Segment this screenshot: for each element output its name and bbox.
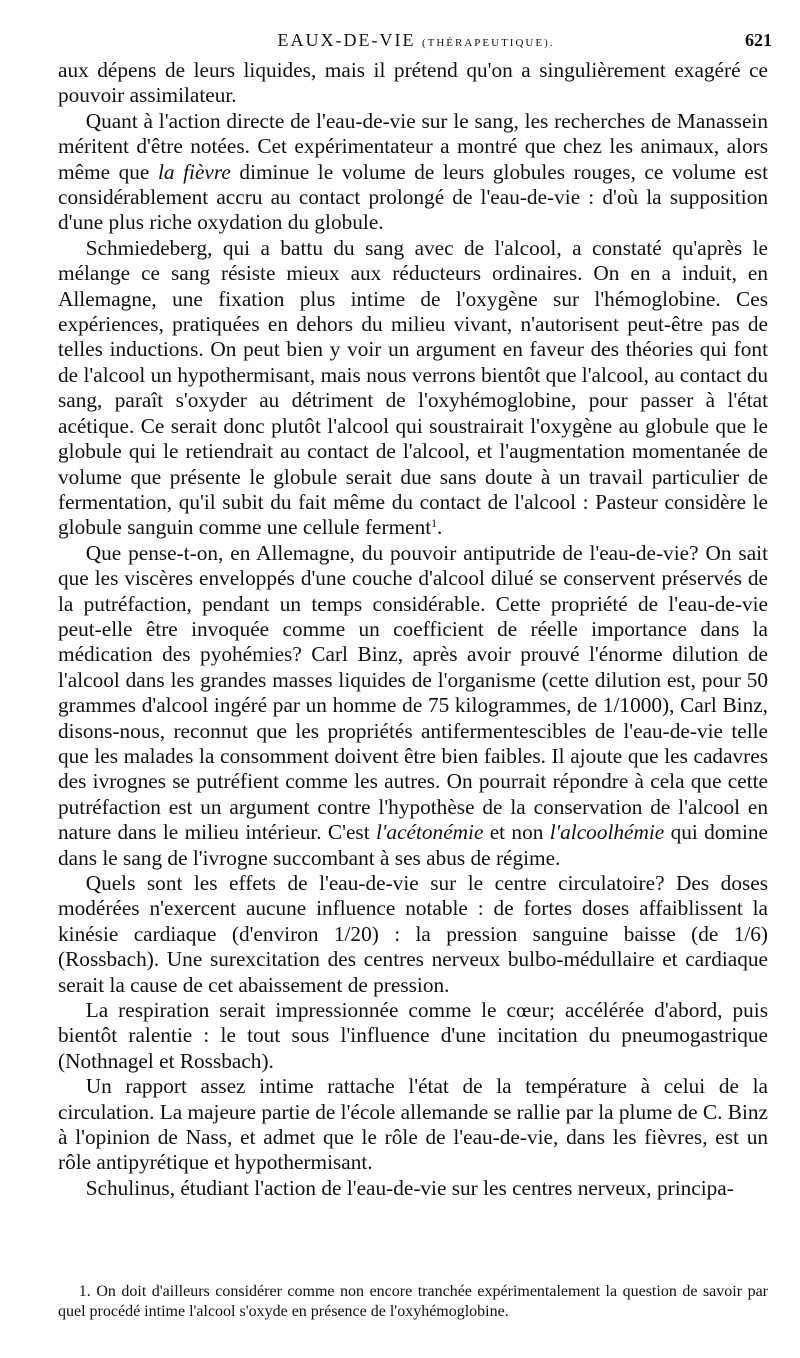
paragraph — [58, 1176, 768, 1201]
paragraph-text: Que pense-t-on, en Allemagne, du pouvoir antiputride de l'eau-de-vie? On sait que les viscères enveloppés d'une couche d'alcool dilué se conservent préservés de la putréfaction, pendant un temps considérable. Cette propriété de l'eau-de-vie peut-elle être invoquée comme un coefficient de réelle importance dans la médication des pyohémies? Carl Binz, après avoir prouvé l'énorme dilution de l'alcool dans les grandes masses liquides de l'organisme (cette dilution est, pour 50 grammes d'alcool ingéré par un homme de 75 kilogrammes, de 1/1000), Carl Binz, disons-nous, reconnut que les propriétés antifermentescibles de l'eau-de-vie telle que les malades la consomment doivent être bien faibles. Il ajoute que les cadavres des ivrognes se putréfient comme les autres. On pourrait répondre à cela que cette putréfaction est un argument contre l'hypothèse de la conservation de l'alcool en nature dans le milieu intérieur. C'est — [58, 540, 768, 845]
paragraph-text: et non — [483, 820, 550, 845]
paragraph — [58, 1074, 768, 1176]
running-title-main: EAUX-DE-VIE — [277, 30, 416, 50]
body-text — [58, 58, 768, 1201]
paragraph-text: aux dépens de leurs liquides, mais il prétend qu'on a singulièrement exagéré ce pouvoir assimilateur. — [58, 58, 768, 108]
paragraph-text: La respiration serait impressionnée comme le cœur; accélérée d'abord, puis bientôt ralentie : le tout sous l'influence d'une incitation du pneumogastrique (Nothnagel et Rossbach). — [58, 998, 768, 1073]
page-number: 621 — [745, 30, 772, 50]
paragraph-text: diminue le volume de leurs globules rouges, ce volume est considérablement accru au contact prolongé de l'eau-de-vie : d'où la supposition d'une plus riche oxydation du globule. — [58, 159, 768, 235]
footnotes — [58, 1282, 768, 1322]
paragraph — [58, 541, 768, 871]
paragraph-text: qui domine dans le sang de l'ivrogne succombant à ses abus de régime. — [58, 820, 768, 870]
paragraph-text: Un rapport assez intime rattache l'état de la température à celui de la circulation. La majeure partie de l'école allemande se rallie par la plume de C. Binz à l'opinion de Nass, et admet que le rôle de l'eau-de-vie, dans les fièvres, est un rôle antipyrétique et hypothermisant. — [58, 1074, 768, 1175]
running-title-sub: (THÉRAPEUTIQUE). — [421, 37, 555, 49]
paragraph-text: Schmiedeberg, qui a battu du sang avec de l'alcool, a constaté qu'après le mélange ce sang résiste mieux aux réducteurs ordinaires. On en a induit, en Allemagne, une fixation plus intime de l'oxygène sur l'hémoglobine. Ces expériences, pratiquées en dehors du milieu vivant, n'autorisent peut-être pas de telles inductions. On peut bien y voir un argument en faveur des théories qui font de l'alcool un hypothermisant, mais nous verrons bientôt que l'alcool, au contact du sang, paraît s'oxyder au détriment de l'oxyhémoglobine, pour passer à l'état acétique. Ce serait donc plutôt l'alcool qui soustrairait l'oxygène au globule que le globule qui le retiendrait au contact de l'alcool, et l'augmentation momentanée de volume que présente le globule serait due sans doute à un travail particulier de fermentation, qu'il subit du fait même du contact de l'alcool : Pasteur considère le globule sanguin comme une cellule ferment — [58, 235, 768, 540]
paragraph-text: Schulinus, étudiant l'action de l'eau-de-vie sur les centres nerveux, principa- — [85, 1175, 734, 1200]
paragraph-text: Quels sont les effets de l'eau-de-vie sur le centre circulatoire? Des doses modérées n'exercent aucune influence notable : de fortes doses affaiblissent la kinésie cardiaque (d'environ 1/20) : la pression sanguine baisse (de 1/6) (Rossbach). Une surexcitation des centres nerveux bulbo-médullaire et cardiaque serait la cause de cet abaissement de pression. — [58, 871, 768, 997]
italic-term: la fièvre — [157, 159, 231, 184]
running-title — [60, 30, 772, 51]
paragraph — [58, 109, 768, 236]
paragraph — [58, 871, 768, 998]
paragraph-text: Quant à l'action directe de l'eau-de-vie sur le sang, les recherches de Manassein méritent d'être notées. Cet expérimentateur a montré que chez les animaux, alors même que — [58, 108, 768, 184]
footnote-ref: 1 — [431, 517, 438, 531]
running-header — [60, 30, 772, 56]
footnote: 1. On doit d'ailleurs considérer comme non encore tranchée expérimentalement la question de savoir par quel procédé intime l'alcool s'oxyde en présence de l'oxyhémoglobine. — [58, 1283, 768, 1320]
paragraph — [58, 998, 768, 1074]
paragraph — [58, 236, 768, 541]
italic-term: l'alcoolhémie — [549, 820, 665, 845]
italic-term: l'acétonémie — [375, 820, 484, 845]
paragraph-text: . — [437, 515, 443, 540]
paragraph — [58, 58, 768, 109]
